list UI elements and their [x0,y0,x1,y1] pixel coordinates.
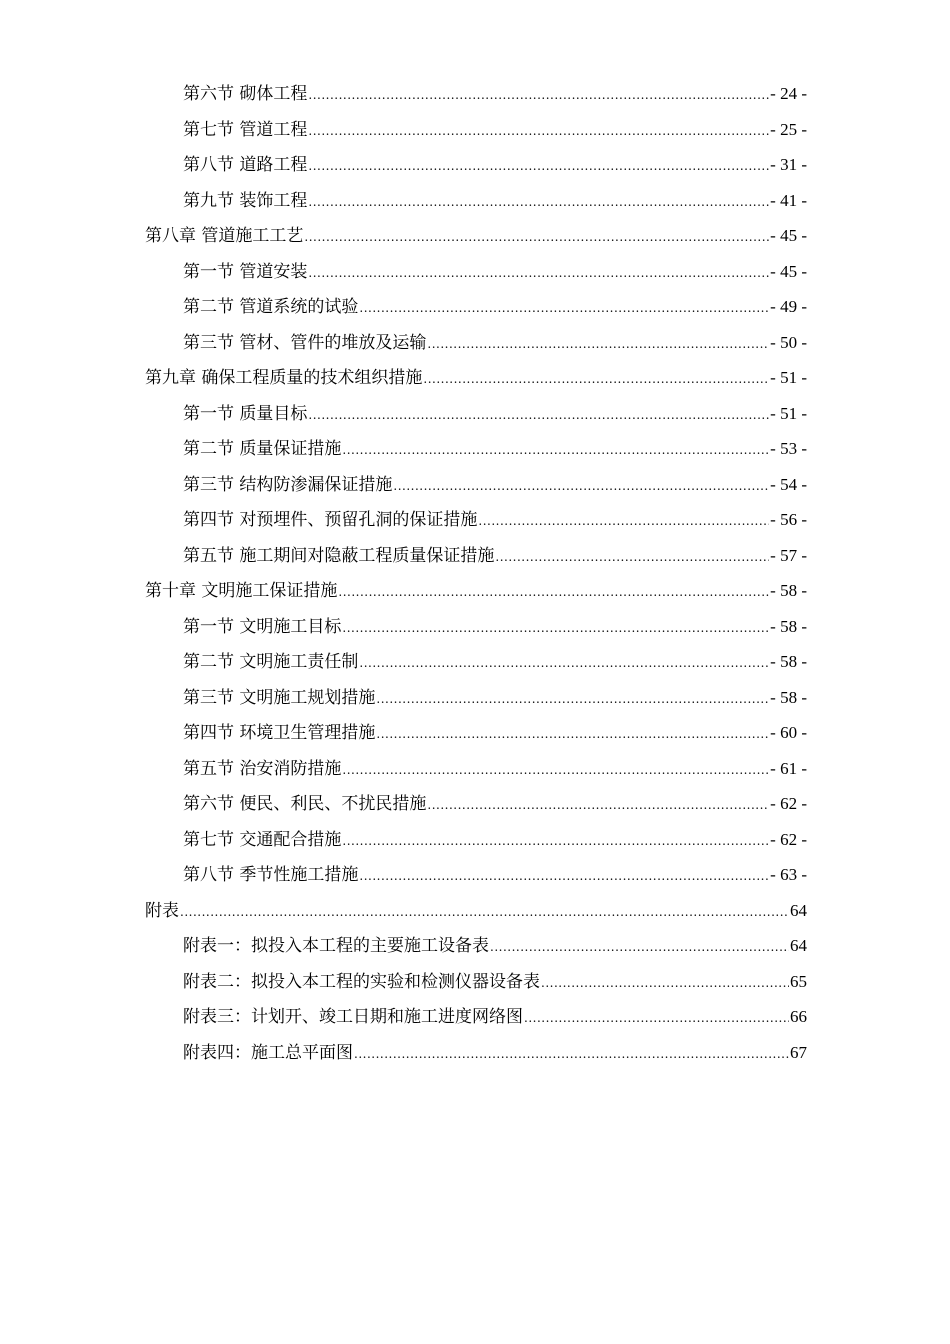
toc-entry-page: - 24 - [770,84,807,103]
toc-entry-title: 第五节 治安消防措施 [183,758,342,779]
toc-leader-dots [342,611,769,647]
toc-entry-title: 第七节 交通配合措施 [183,829,342,850]
toc-entry[interactable] [145,325,807,361]
toc-leader-dots [180,895,789,931]
toc-entry-title: 第六节 砌体工程 [183,84,308,104]
toc-leader-dots [338,575,769,611]
toc-entry-title: 第四节 环境卫生管理措施 [183,723,376,743]
toc-entry-page: - 61 - [770,758,807,778]
toc-entry-page: - 51 - [770,403,807,423]
toc-entry-title: 附表一：拟投入本工程的主要施工设备表 [183,936,489,956]
toc-leader-dots [393,469,769,505]
toc-entry[interactable] [145,573,807,609]
toc-entry[interactable] [145,76,807,112]
toc-entry-page: 67 [790,1042,807,1062]
toc-leader-dots [354,1037,789,1073]
toc-leader-dots [376,682,769,718]
toc-leader-dots [308,256,769,292]
toc-leader-dots [342,824,769,860]
toc-entry-title: 第七节 管道工程 [183,119,308,140]
toc-entry-page: - 31 - [770,155,807,174]
toc-entry[interactable] [145,147,807,183]
toc-entry[interactable] [145,609,807,645]
toc-leader-dots [308,398,769,434]
toc-entry[interactable] [145,644,807,680]
toc-entry-page: 64 [790,936,807,955]
toc-leader-dots [541,966,789,1002]
toc-entry[interactable] [145,1035,807,1071]
toc-leader-dots [359,291,769,327]
toc-entry-title: 第九节 装饰工程 [183,190,308,211]
toc-entry[interactable] [145,715,807,751]
toc-leader-dots [524,1001,789,1037]
toc-entry[interactable] [145,786,807,822]
toc-leader-dots [308,78,769,114]
toc-entry-title: 附表三：计划开、竣工日期和施工进度网络图 [183,1007,523,1027]
toc-entry-title: 第一节 文明施工目标 [183,616,342,637]
toc-entry[interactable] [145,538,807,574]
toc-entry-page: - 50 - [770,332,807,352]
toc-entry-page: - 45 - [770,226,807,245]
toc-entry-title: 第十章 文明施工保证措施 [145,581,338,601]
toc-entry[interactable] [145,680,807,716]
toc-entry-title: 附表二：拟投入本工程的实验和检测仪器设备表 [183,971,540,992]
toc-entry-page: - 49 - [770,297,807,316]
toc-entry-title: 第八节 道路工程 [183,155,308,175]
toc-leader-dots [478,504,769,540]
toc-entry[interactable] [145,218,807,254]
toc-entry-title: 第一节 质量目标 [183,403,308,424]
toc-entry-page: - 58 - [770,687,807,707]
toc-entry-title: 第三节 文明施工规划措施 [183,687,376,708]
toc-entry-page: - 58 - [770,652,807,671]
toc-leader-dots [376,717,769,753]
toc-leader-dots [308,114,769,150]
toc-entry-page: - 63 - [770,865,807,884]
toc-leader-dots [427,327,769,363]
toc-entry-page: - 58 - [770,581,807,600]
toc-entry-title: 第八节 季节性施工措施 [183,865,359,885]
toc-leader-dots [308,149,769,185]
toc-entry[interactable] [145,893,807,929]
toc-entry-title: 第四节 对预埋件、预留孔洞的保证措施 [183,510,478,530]
toc-entry[interactable] [145,964,807,1000]
toc-entry[interactable] [145,751,807,787]
toc-leader-dots [359,859,769,895]
toc-entry[interactable] [145,502,807,538]
toc-entry[interactable] [145,396,807,432]
toc-entry-title: 第五节 施工期间对隐蔽工程质量保证措施 [183,545,495,566]
toc-entry-title: 附表 [145,900,179,921]
toc-entry-title: 第二节 管道系统的试验 [183,297,359,317]
toc-entry-title: 第二节 文明施工责任制 [183,652,359,672]
toc-entry-page: 64 [790,900,807,920]
toc-entry-page: - 54 - [770,474,807,494]
toc-entry-title: 第一节 管道安装 [183,261,308,282]
toc-entry-title: 附表四：施工总平面图 [183,1042,353,1063]
toc-leader-dots [427,788,769,824]
toc-entry-title: 第六节 便民、利民、不扰民措施 [183,794,427,814]
toc-leader-dots [342,433,769,469]
toc-leader-dots [490,930,789,966]
toc-entry[interactable] [145,431,807,467]
toc-entry-page: 66 [790,1007,807,1026]
toc-entry-page: - 45 - [770,261,807,281]
toc-entry-page: - 53 - [770,439,807,458]
toc-entry-page: - 51 - [770,368,807,387]
toc-entry[interactable] [145,467,807,503]
toc-entry[interactable] [145,822,807,858]
toc-entry[interactable] [145,112,807,148]
toc-entry[interactable] [145,999,807,1035]
toc-entry-title: 第三节 结构防渗漏保证措施 [183,474,393,495]
toc-entry-page: - 62 - [770,794,807,813]
toc-leader-dots [423,362,769,398]
toc-entry[interactable] [145,183,807,219]
toc-leader-dots [495,540,769,576]
toc-entry[interactable] [145,857,807,893]
toc-entry-title: 第九章 确保工程质量的技术组织措施 [145,368,423,388]
toc-entry-title: 第八章 管道施工工艺 [145,226,304,246]
toc-entry[interactable] [145,928,807,964]
toc-leader-dots [304,220,769,256]
toc-entry-page: - 57 - [770,545,807,565]
toc-leader-dots [308,185,769,221]
toc-entry-page: - 25 - [770,119,807,139]
toc-leader-dots [359,646,769,682]
toc-entry-page: - 41 - [770,190,807,210]
toc-entry[interactable] [145,360,807,396]
toc-entry-page: - 62 - [770,829,807,849]
table-of-contents [145,76,807,1070]
toc-entry[interactable] [145,289,807,325]
toc-entry-page: 65 [790,971,807,991]
toc-entry[interactable] [145,254,807,290]
toc-leader-dots [342,753,769,789]
toc-entry-title: 第三节 管材、管件的堆放及运输 [183,332,427,353]
toc-entry-page: - 58 - [770,616,807,636]
toc-entry-page: - 60 - [770,723,807,742]
toc-entry-page: - 56 - [770,510,807,529]
toc-entry-title: 第二节 质量保证措施 [183,439,342,459]
